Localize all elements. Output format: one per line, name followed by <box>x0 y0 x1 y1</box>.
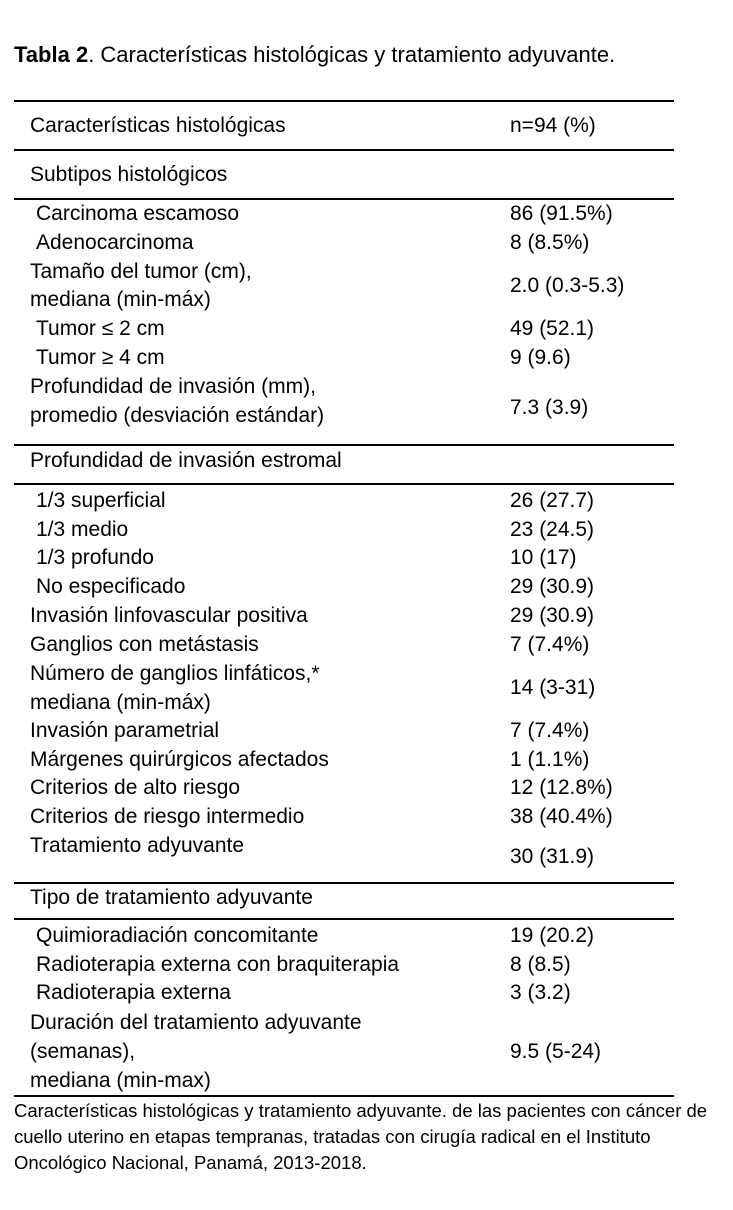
table-top-rule <box>14 100 674 102</box>
row-value: 23 (24.5) <box>510 518 595 541</box>
row-label: promedio (desviación estándar) <box>30 404 325 427</box>
section-rule <box>14 483 674 485</box>
row-label: mediana (min-máx) <box>30 691 211 714</box>
row-label: Tumor ≤ 2 cm <box>36 317 165 340</box>
table-row <box>14 832 674 872</box>
row-label: Tamaño del tumor (cm), <box>30 260 252 283</box>
row-label: 1/3 medio <box>36 518 129 541</box>
row-label: Número de ganglios linfáticos,* <box>30 662 320 685</box>
row-label: Tumor ≥ 4 cm <box>36 346 165 369</box>
row-value: 9.5 (5-24) <box>510 1040 602 1063</box>
row-value: 7.3 (3.9) <box>510 396 589 419</box>
header-rule <box>14 149 674 151</box>
header-characteristics: Características histológicas <box>30 114 286 137</box>
table-footnote: Características histológicas y tratamiento adyuvante. de las pacientes con cáncer de cuello uterino en etapas tempranas, tratadas con cirugía radical en el Instituto Oncológico Nacional, Panamá, 2013-2018. <box>14 1100 708 1173</box>
row-value: 7 (7.4%) <box>510 633 590 656</box>
row-label: 1/3 superficial <box>36 489 166 512</box>
row-label: Invasión linfovascular positiva <box>30 604 308 627</box>
row-value: 29 (30.9) <box>510 604 595 627</box>
section-tipo-tratamiento: Tipo de tratamiento adyuvante <box>30 886 313 909</box>
row-label: Quimioradiación concomitante <box>36 924 319 947</box>
row-label: mediana (min-máx) <box>30 288 211 311</box>
section-subtipos: Subtipos histológicos <box>30 163 228 186</box>
row-value: 86 (91.5%) <box>510 202 613 225</box>
row-label: Adenocarcinoma <box>36 231 194 254</box>
table-row <box>14 373 674 431</box>
row-label: (semanas), <box>30 1040 136 1063</box>
row-value: 10 (17) <box>510 546 577 569</box>
row-value: 1 (1.1%) <box>510 748 590 771</box>
table-caption-text: . Características histológicas y tratamiento adyuvante. <box>88 42 616 67</box>
row-value: 7 (7.4%) <box>510 719 590 742</box>
section-rule <box>14 444 674 446</box>
row-value: 19 (20.2) <box>510 924 595 947</box>
row-value: 3 (3.2) <box>510 981 571 1004</box>
row-label: Tratamiento adyuvante <box>30 834 245 857</box>
row-label: Márgenes quirúrgicos afectados <box>30 748 329 771</box>
row-label: Invasión parametrial <box>30 719 220 742</box>
table-row <box>14 258 674 316</box>
table-row <box>14 660 674 718</box>
row-label: 1/3 profundo <box>36 546 154 569</box>
section-rule <box>14 918 674 920</box>
row-value: 29 (30.9) <box>510 575 595 598</box>
row-value: 2.0 (0.3-5.3) <box>510 274 625 297</box>
row-label: Radioterapia externa <box>36 981 231 1004</box>
row-label: Carcinoma escamoso <box>36 202 240 225</box>
row-label: Criterios de alto riesgo <box>30 776 241 799</box>
row-value: 12 (12.8%) <box>510 776 613 799</box>
row-value: 30 (31.9) <box>510 845 595 868</box>
row-label: Profundidad de invasión (mm), <box>30 375 316 398</box>
table-caption <box>14 40 676 69</box>
row-value: 8 (8.5) <box>510 953 571 976</box>
row-value: 38 (40.4%) <box>510 805 613 828</box>
row-value: 49 (52.1) <box>510 317 595 340</box>
header-count: n=94 (%) <box>510 114 596 137</box>
row-label: Criterios de riesgo intermedio <box>30 805 305 828</box>
row-value: 8 (8.5%) <box>510 231 590 254</box>
row-label: Ganglios con metástasis <box>30 633 259 656</box>
row-label: Radioterapia externa con braquiterapia <box>36 953 400 976</box>
row-value: 9 (9.6) <box>510 346 571 369</box>
section-profundidad: Profundidad de invasión estromal <box>30 449 342 472</box>
row-label: No especificado <box>36 575 186 598</box>
table-row <box>14 1009 674 1095</box>
table-bottom-rule <box>14 1095 674 1097</box>
row-value: 14 (3-31) <box>510 676 596 699</box>
row-label: mediana (min-max) <box>30 1069 211 1092</box>
row-value: 26 (27.7) <box>510 489 595 512</box>
table-number: Tabla 2 <box>14 42 89 67</box>
row-label: Duración del tratamiento adyuvante <box>30 1011 362 1034</box>
